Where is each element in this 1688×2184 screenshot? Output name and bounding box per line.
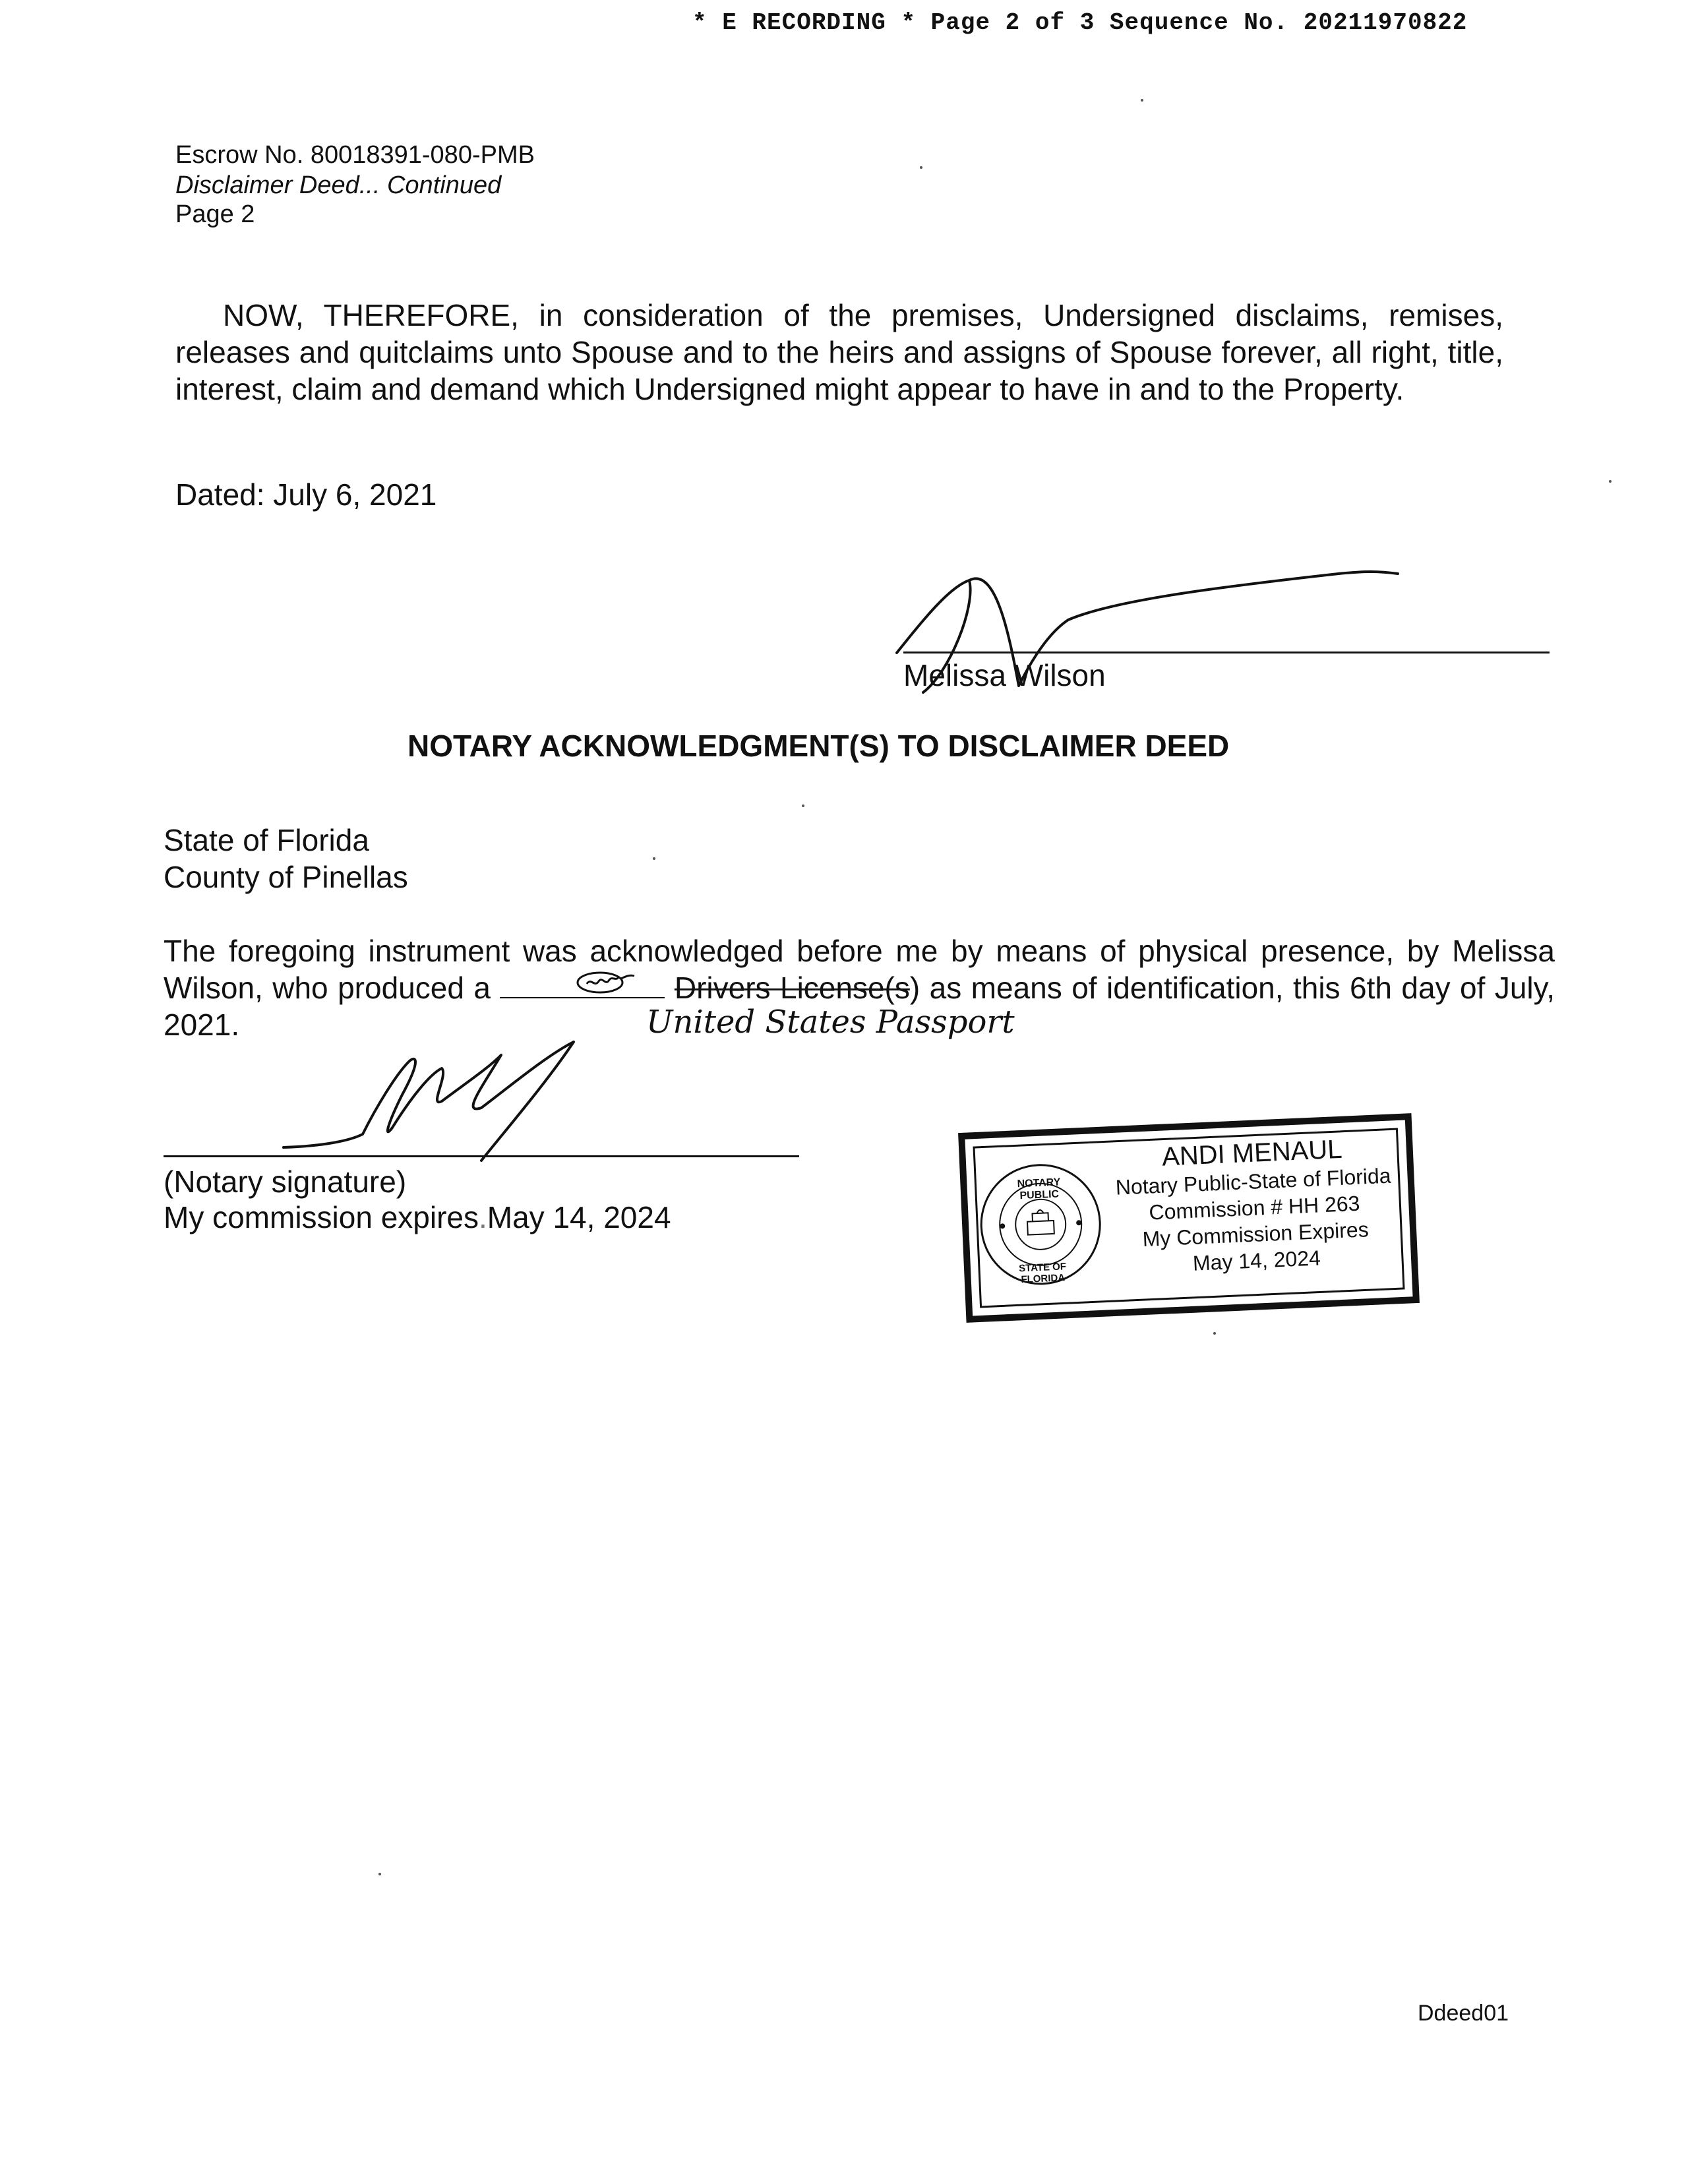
form-code: Ddeed01 (1418, 2001, 1509, 2026)
notary-signature (270, 1029, 640, 1167)
notary-signature-line (164, 1155, 799, 1157)
stamp-line3: My Commission Expires (1141, 1217, 1370, 1252)
scan-speck (653, 857, 655, 860)
signer-name: Melissa Wilson (903, 658, 1106, 692)
ack-text-2: ) as means of identification, this 6th day of July, 2021. (164, 971, 1555, 1042)
page-label: Page 2 (175, 200, 255, 228)
struck-id-text: Drivers License(s (674, 971, 910, 1005)
county-line: County of Pinellas (164, 860, 408, 894)
handwritten-id: United States Passport (646, 1004, 1015, 1041)
disclaimer-paragraph: NOW, THEREFORE, in consideration of the premises, Undersigned disclaims, remises, releases and quitclaims unto Spouse and to the heirs and assigns of Spouse forever, all right, title, interest, claim and demand which Undersigned might appear to have in and to the Property. (175, 298, 1503, 406)
ack-text-1: The foregoing instrument was acknowledged before me by means of physical presence, by Melissa Wilson, who produced a (164, 934, 1555, 1005)
scan-speck (1213, 1332, 1216, 1335)
scan-speck (802, 804, 804, 807)
dated-line: Dated: July 6, 2021 (175, 477, 437, 512)
commission-label: My commission expires (164, 1200, 479, 1234)
seal-bottom-text: STATE OF FLORIDA (1018, 1261, 1067, 1286)
scribble-mark (572, 967, 638, 997)
state-line: State of Florida (164, 823, 369, 857)
commission-date: May 14, 2024 (487, 1200, 671, 1234)
continued-label: Disclaimer Deed... Continued (175, 171, 502, 199)
recording-header: * E RECORDING * Page 2 of 3 Sequence No. 20211970822 (692, 9, 1468, 36)
stamp-line1: Notary Public-State of Florida (1115, 1163, 1392, 1199)
commission-line: My commission expires.May 14, 2024 (164, 1200, 671, 1234)
stamp-name: ANDI MENAUL (1161, 1134, 1343, 1172)
scan-speck (1609, 480, 1612, 483)
stamp-line2: Commission # HH 263 (1148, 1191, 1361, 1225)
notary-title: NOTARY ACKNOWLEDGMENT(S) TO DISCLAIMER DEED (407, 729, 1230, 763)
id-type-blank (500, 971, 665, 998)
grantor-signature-line (903, 652, 1550, 653)
notary-signature-label: (Notary signature) (164, 1165, 407, 1199)
escrow-number: Escrow No. 80018391-080-PMB (175, 141, 535, 169)
scan-speck (1141, 99, 1143, 102)
notary-stamp (957, 1112, 1420, 1323)
scan-speck (378, 1873, 381, 1875)
seal-top-text: NOTARY PUBLIC (1017, 1176, 1061, 1202)
stamp-line4: May 14, 2024 (1192, 1246, 1321, 1275)
scan-speck (920, 166, 922, 169)
